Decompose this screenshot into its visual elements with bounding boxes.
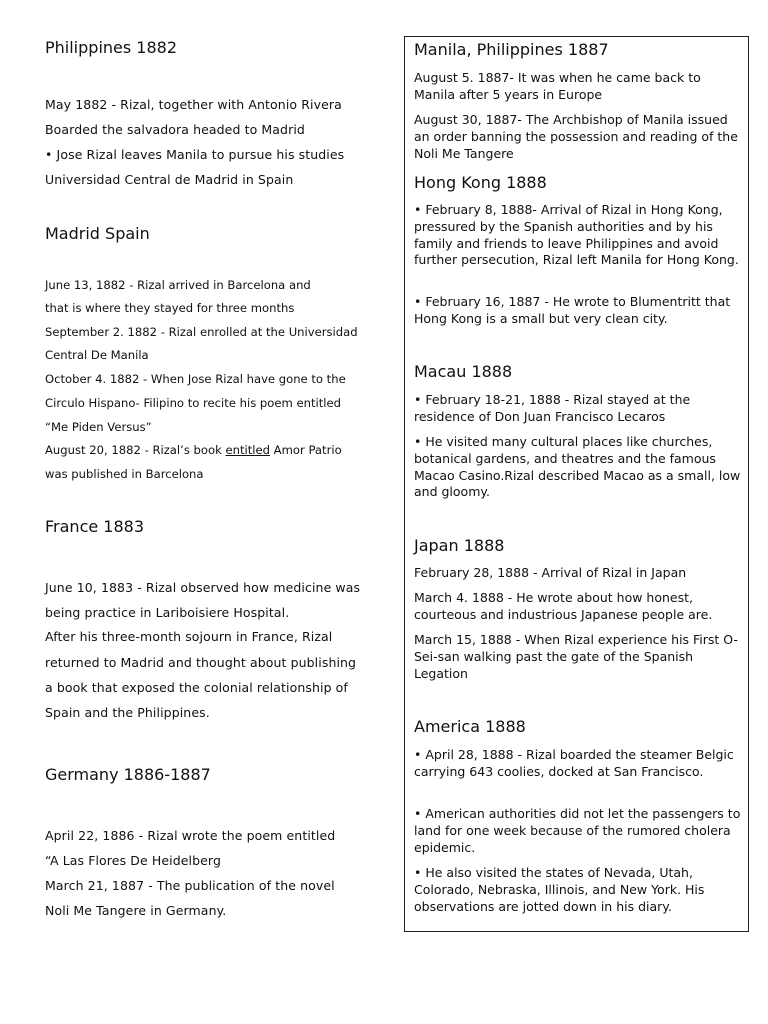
text-line: April 22, 1886 - Rizal wrote the poem entitled: [45, 828, 336, 843]
text-line: “A Las Flores De Heidelberg: [45, 853, 221, 868]
text-line: that is where they stayed for three months: [45, 301, 295, 315]
paragraph: • February 16, 1887 - He wrote to Blumentritt that Hong Kong is a small but very clean city.: [414, 294, 731, 326]
section-heading-america-1888: America 1888: [414, 717, 526, 736]
section-heading-hong-kong-1888: Hong Kong 1888: [414, 173, 547, 192]
right-timeline-box: [404, 36, 749, 932]
text-line: Noli Me Tangere in Germany.: [45, 903, 227, 918]
text-line: being practice in Lariboisiere Hospital.: [45, 605, 290, 620]
paragraph: August 5. 1887- It was when he came back to Manila after 5 years in Europe: [414, 70, 701, 102]
underlined-word: entitled: [225, 443, 270, 457]
text-segment: Amor Patrio: [270, 443, 342, 457]
text-line: After his three-month sojourn in France, Rizal: [45, 629, 333, 644]
paragraph: • He visited many cultural places like churches, botanical gardens, and theatres and the famous Macao Casino.Rizal described Macao as a small, low and gloomy.: [414, 434, 741, 500]
paragraph: February 28, 1888 - Arrival of Rizal in Japan: [414, 565, 687, 580]
text-line: September 2. 1882 - Rizal enrolled at the Universidad: [45, 325, 358, 339]
section-heading-france-1883: France 1883: [45, 517, 145, 536]
paragraph: • American authorities did not let the passengers to land for one week because of the rumored cholera epidemic.: [414, 806, 741, 855]
text-line: a book that exposed the colonial relationship of: [45, 680, 348, 695]
section-heading-philippines-1882: Philippines 1882: [45, 38, 178, 57]
paragraph: March 15, 1888 - When Rizal experience his First O-Sei-san walking past the gate of the Spanish Legation: [414, 632, 739, 681]
section-heading-madrid-spain: Madrid Spain: [45, 224, 150, 243]
text-line: Spain and the Philippines.: [45, 705, 210, 720]
section-heading-macau-1888: Macau 1888: [414, 362, 513, 381]
text-line: [45, 443, 342, 457]
text-line: March 21, 1887 - The publication of the novel: [45, 878, 335, 893]
text-line: June 13, 1882 - Rizal arrived in Barcelona and: [45, 278, 311, 292]
text-line: returned to Madrid and thought about publishing: [45, 655, 357, 670]
text-line: Central De Manila: [45, 348, 149, 362]
text-line: October 4. 1882 - When Jose Rizal have gone to the: [45, 372, 346, 386]
paragraph: • April 28, 1888 - Rizal boarded the steamer Belgic carrying 643 coolies, docked at San Francisco.: [414, 747, 734, 779]
text-line: June 10, 1883 - Rizal observed how medicine was: [45, 580, 361, 595]
paragraph: March 4. 1888 - He wrote about how honest, courteous and industrious Japanese people are.: [414, 590, 713, 622]
paragraph: • February 8, 1888- Arrival of Rizal in Hong Kong, pressured by the Spanish authorities and by his family and friends to leave Philippines and avoid further persecution, Rizal left Manila for Hong Kong.: [414, 202, 739, 268]
text-line: Circulo Hispano- Filipino to recite his poem entitled: [45, 396, 342, 410]
text-line: was published in Barcelona: [45, 467, 204, 481]
section-heading-japan-1888: Japan 1888: [414, 536, 505, 555]
text-segment: August 20, 1882 - Rizal’s book: [45, 443, 226, 457]
paragraph: • February 18-21, 1888 - Rizal stayed at the residence of Don Juan Francisco Lecaros: [414, 392, 691, 424]
text-line: “Me Piden Versus”: [45, 420, 152, 434]
text-line: Boarded the salvadora headed to Madrid: [45, 122, 305, 137]
section-heading-manila-1887: Manila, Philippines 1887: [414, 40, 609, 59]
text-line: • Jose Rizal leaves Manila to pursue his studies: [45, 147, 345, 162]
text-line: Universidad Central de Madrid in Spain: [45, 172, 294, 187]
section-heading-germany-1886-1887: Germany 1886-1887: [45, 765, 211, 784]
paragraph: August 30, 1887- The Archbishop of Manila issued an order banning the possession and reading of the Noli Me Tangere: [414, 112, 738, 161]
paragraph: • He also visited the states of Nevada, Utah, Colorado, Nebraska, Illinois, and New York. His observations are jotted down in his diary.: [414, 865, 705, 914]
text-line: May 1882 - Rizal, together with Antonio Rivera: [45, 97, 342, 112]
